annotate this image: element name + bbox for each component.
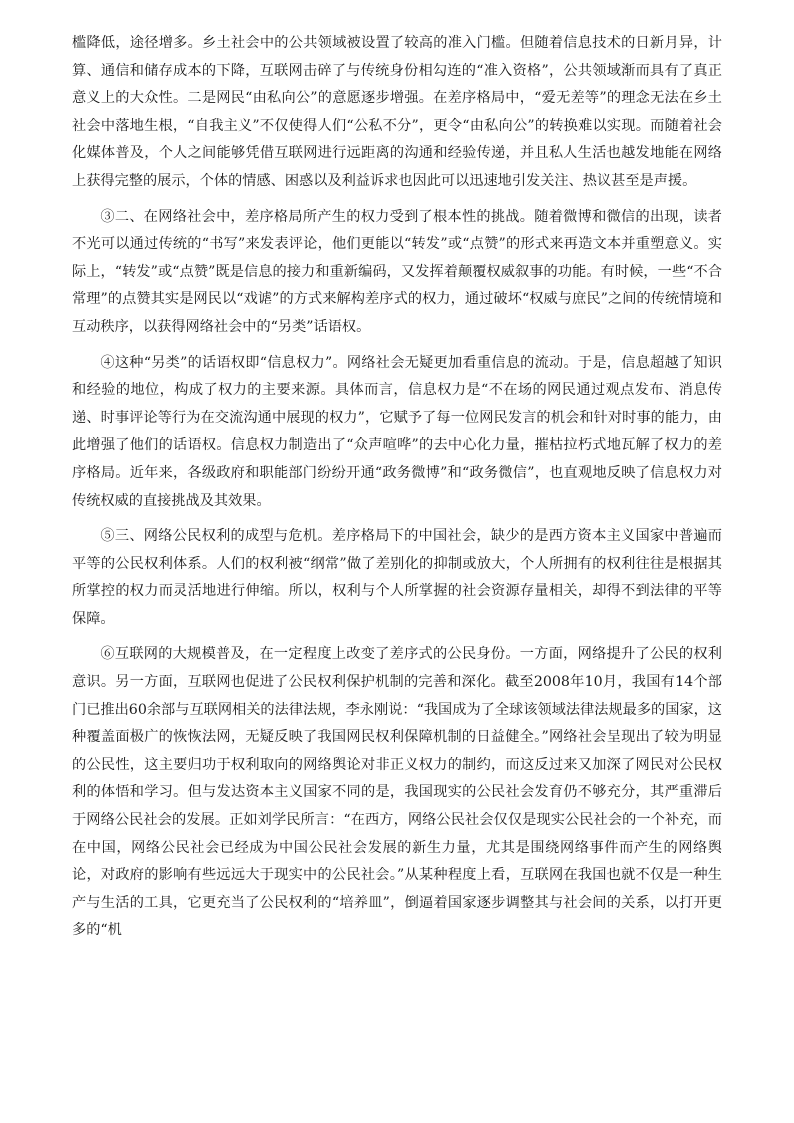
paragraph-4: ④这种“另类”的话语权即“信息权力”。网络社会无疑更加看重信息的流动。于是，信息超越了知识和经验的地位，构成了权力的主要来源。具体而言，信息权力是“不在场的网民通过观点发布、消息传递、时事评论等行为在交流沟通中展现的权力”，它赋予了每一位网民发言的机会和针对时事的能力，由此增强了他们的话语权。信息权力制造出了“众声喧哗”的去中心化力量，摧枯拉朽式地瓦解了权力的差序格局。近年来，各级政府和职能部门纷纷开通“政务微博”和“政务微信”，也直观地反映了信息权力对传统权威的直接挑战及其效果。 [72, 354, 722, 509]
paragraph-5: ⑤三、网络公民权利的成型与危机。差序格局下的中国社会，缺少的是西方资本主义国家中普遍而平等的公民权利体系。人们的权利被“纲常”做了差别化的抑制或放大，个人所拥有的权利往往是根据其所掌控的权力而灵活地进行伸缩。所以，权利与个人所掌握的社会资源存量相关，却得不到法律的平等保障。 [72, 528, 722, 627]
document-body [72, 30, 722, 953]
paragraph-3: ③二、在网络社会中，差序格局所产生的权力受到了根本性的挑战。随着微博和微信的出现，读者不光可以通过传统的“书写”来发表评论，他们更能以“转发”或“点赞”的形式来再造文本并重塑意义。实际上，“转发”或“点赞”既是信息的接力和重新编码，又发挥着颠覆权威叙事的功能。有时候，一些“不合常理”的点赞其实是网民以“戏谑”的方式来解构差序式的权力，通过破坏“权威与庶民”之间的传统情境和互动秩序，以获得网络社会中的“另类”话语权。 [72, 208, 722, 335]
paragraph-continuation: 槛降低，途径增多。乡土社会中的公共领域被设置了较高的准入门槛。但随着信息技术的日新月异，计算、通信和储存成本的下降，互联网击碎了与传统身份相勾连的“准入资格”，公共领域渐而具有了真正意义上的大众性。二是网民“由私向公”的意愿逐步增强。在差序格局中，“爱无差等”的理念无法在乡土社会中落地生根，“自我主义”不仅使得人们“公私不分”，更令“由私向公”的转换难以实现。而随着社会化媒体普及，个人之间能够凭借互联网进行远距离的沟通和经验传递，并且私人生活也越发地能在网络上获得完整的展示，个体的情感、困惑以及利益诉求也因此可以迅速地引发关注、热议甚至是声援。 [72, 35, 722, 189]
paragraph-6: ⑥互联网的大规模普及，在一定程度上改变了差序式的公民身份。一方面，网络提升了公民的权利意识。另一方面，互联网也促进了公民权利保护机制的完善和深化。截至2008年10月，我国有14个部门已推出60余部与互联网相关的法律法规，李永刚说：“我国成为了全球该领域法律法规最多的国家，这种覆盖面极广的恢恢法网，无疑反映了我国网民权利保障机制的日益健全。”网络社会呈现出了较为明显的公民性，这主要归功于权利取向的网络舆论对非正义权力的制约，而这反过来又加深了网民对公民权利的体悟和学习。但与发达资本主义国家不同的是，我国现实的公民社会发育仍不够充分，其严重滞后于网络公民社会的发展。正如刘学民所言：“在西方，网络公民社会仅仅是现实公民社会的一个补充，而在中国，网络公民社会已经成为中国公民社会发展的新生力量，尤其是围绕网络事件而产生的网络舆论，对政府的影响有些远远大于现实中的公民社会。”从某种程度上看，互联网在我国也就不仅是一种生产与生活的工具，它更充当了公民权利的“培养皿”，倒逼着国家逐步调整其与社会间的关系，以打开更多的“机 [72, 646, 722, 939]
